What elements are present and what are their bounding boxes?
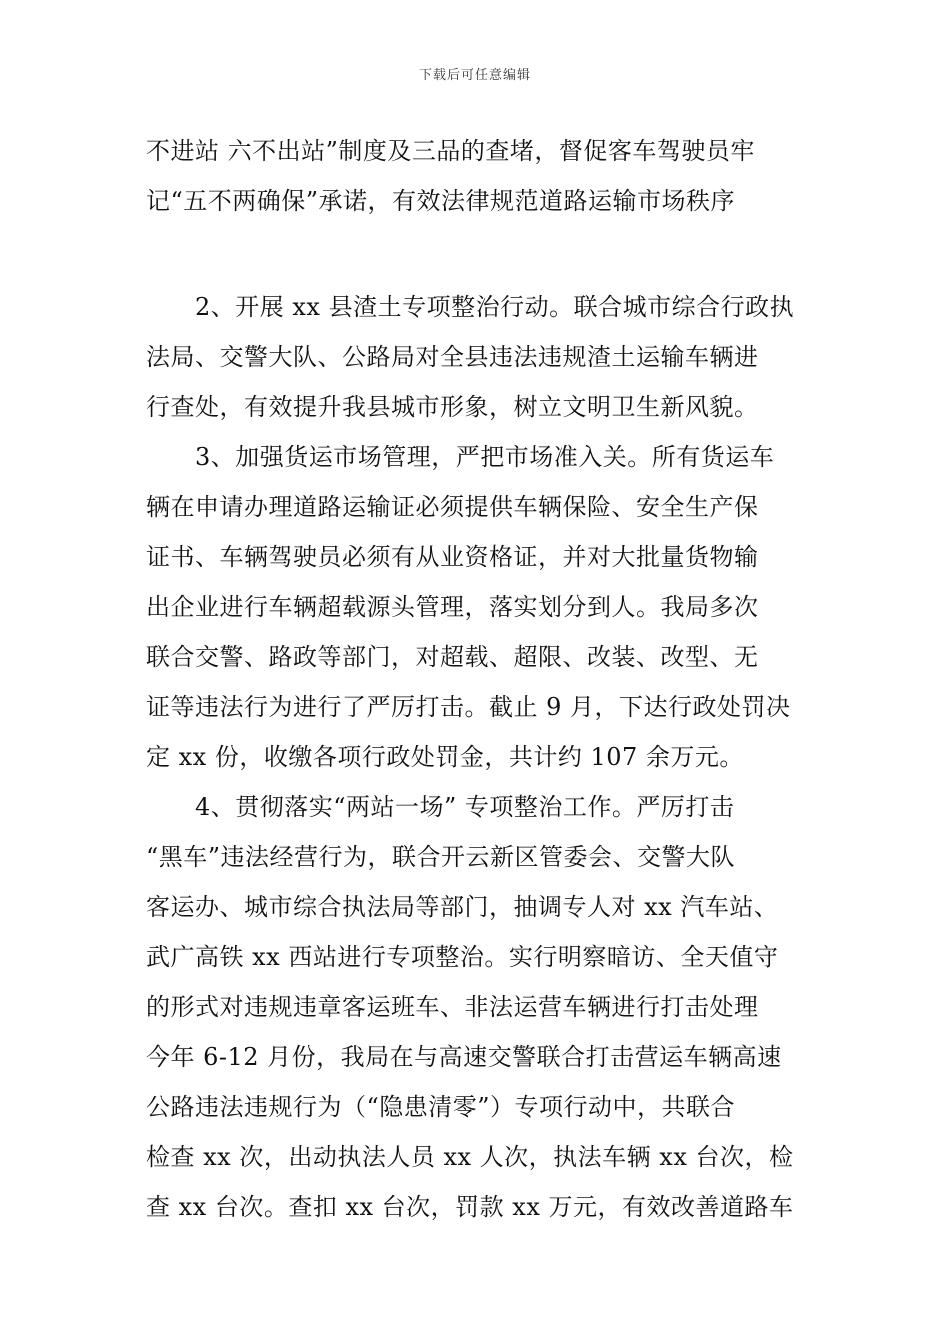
text-line: 辆在申请办理道路运输证必须提供车辆保险、安全生产保	[146, 493, 759, 521]
text-line: 记“五不两确保”承诺，有效法律规范道路运输市场秩序	[146, 187, 736, 215]
text-line: 查 xx 台次。查扣 xx 台次，罚款 xx 万元，有效改善道路车	[146, 1193, 794, 1221]
text-line: 行查处，有效提升我县城市形象，树立文明卫生新风貌。	[146, 393, 759, 421]
paragraph-2-start: 2、开展 xx 县渣土专项整治行动。联合城市综合行政执	[146, 293, 795, 321]
page-header: 下载后可任意编辑	[418, 68, 531, 83]
paragraph-3-start: 3、加强货运市场管理，严把市场准入关。所有货运车	[146, 443, 775, 471]
text-line: 不进站 六不出站”制度及三品的查堵，督促客车驾驶员牢	[146, 137, 755, 165]
text-line: 武广高铁 xx 西站进行专项整治。实行明察暗访、全天值守	[146, 943, 779, 971]
text-line: 证书、车辆驾驶员必须有从业资格证，并对大批量货物输	[146, 543, 759, 571]
text-line: 客运办、城市综合执法局等部门，抽调专人对 xx 汽车站、	[146, 893, 779, 921]
text-line: 公路违法违规行为（“隐患清零”）专项行动中，共联合	[146, 1093, 736, 1121]
paragraph-4-start: 4、贯彻落实“两站一场” 专项整治工作。严厉打击	[146, 793, 735, 821]
text-line: 证等违法行为进行了严厉打击。截止 9 月，下达行政处罚决	[146, 693, 791, 721]
text-line: 法局、交警大队、公路局对全县违法违规渣土运输车辆进	[146, 343, 759, 371]
text-line: 联合交警、路政等部门，对超载、超限、改装、改型、无	[146, 643, 759, 671]
text-line: 定 xx 份，收缴各项行政处罚金，共计约 107 余万元。	[146, 743, 744, 771]
text-line: 出企业进行车辆超载源头管理，落实划分到人。我局多次	[146, 593, 759, 621]
text-line: 的形式对违规违章客运班车、非法运营车辆进行打击处理	[146, 993, 759, 1021]
text-line: “黑车”违法经营行为，联合开云新区管委会、交警大队	[146, 843, 736, 871]
document-body	[146, 126, 806, 1232]
text-line: 今年 6-12 月份，我局在与高速交警联合打击营运车辆高速	[146, 1043, 782, 1071]
text-line: 检查 xx 次，出动执法人员 xx 人次，执法车辆 xx 台次，检	[146, 1143, 794, 1171]
paragraph-gap	[146, 226, 806, 282]
